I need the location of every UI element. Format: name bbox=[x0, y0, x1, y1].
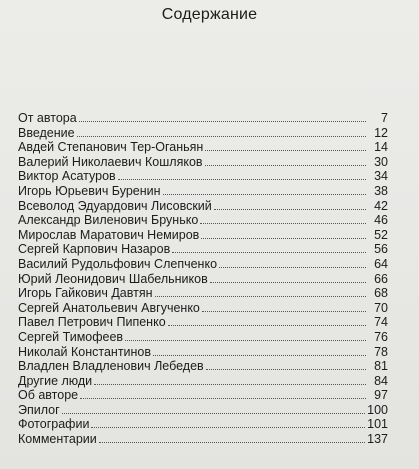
toc-entry bbox=[18, 417, 388, 432]
toc-dot-leader bbox=[205, 149, 366, 151]
toc-entry-label: Виктор Асатуров bbox=[18, 169, 116, 184]
toc-entry-label: Сергей Карпович Назаров bbox=[18, 242, 171, 257]
toc-entry-page-number: 46 bbox=[374, 213, 388, 228]
toc-entry bbox=[18, 199, 388, 214]
toc-dot-leader bbox=[168, 324, 366, 326]
toc-dot-leader bbox=[91, 426, 365, 428]
toc-entry-label: Об авторе bbox=[18, 388, 79, 403]
toc-entry-page-number: 137 bbox=[367, 432, 388, 447]
toc-entry-label: Валерий Николаевич Кошляков bbox=[18, 154, 203, 169]
toc-entry bbox=[18, 286, 388, 301]
page-title: Содержание bbox=[161, 6, 258, 23]
toc-entry bbox=[18, 169, 388, 184]
toc-entry-label: Введение bbox=[18, 125, 75, 140]
toc-dot-leader bbox=[94, 383, 366, 385]
toc-entry bbox=[18, 374, 388, 389]
toc-entry-label: Павел Петрович Пипенко bbox=[18, 315, 166, 330]
toc-entry-page-number: 101 bbox=[367, 417, 388, 432]
toc-entry-label: Сергей Анатольевич Авгученко bbox=[18, 300, 200, 315]
toc-entry-label: Всеволод Эдуардович Лисовский bbox=[18, 198, 212, 213]
toc-entry-page-number: 38 bbox=[374, 183, 388, 198]
toc-dot-leader bbox=[153, 354, 366, 356]
toc-entry-label: Фотографии bbox=[18, 417, 90, 432]
toc-dot-leader bbox=[202, 310, 366, 312]
toc-entry-page-number: 34 bbox=[374, 169, 388, 184]
toc-dot-leader bbox=[172, 251, 366, 253]
toc-entry-page-number: 42 bbox=[374, 198, 388, 213]
toc-dot-leader bbox=[201, 237, 366, 239]
toc-entry bbox=[18, 257, 388, 272]
toc-entry-label: Игорь Гайкович Давтян bbox=[18, 286, 153, 301]
toc-dot-leader bbox=[62, 412, 365, 414]
toc-entry bbox=[18, 359, 388, 374]
toc-entry-label: Владлен Владленович Лебедев bbox=[18, 359, 204, 374]
toc-entry-page-number: 100 bbox=[367, 402, 388, 417]
toc-dot-leader bbox=[219, 266, 366, 268]
toc-dot-leader bbox=[205, 164, 366, 166]
toc-entry bbox=[18, 184, 388, 199]
toc-entry-label: Другие люди bbox=[18, 373, 93, 388]
toc-entry bbox=[18, 403, 388, 418]
toc-entry-page-number: 74 bbox=[374, 315, 388, 330]
toc-entry-page-number: 97 bbox=[374, 388, 388, 403]
toc-entry-label: Комментарии bbox=[18, 432, 97, 447]
toc-entry bbox=[18, 228, 388, 243]
toc-dot-leader bbox=[210, 281, 366, 283]
toc-entry-page-number: 7 bbox=[381, 111, 388, 125]
toc-entry-page-number: 12 bbox=[374, 125, 388, 140]
toc-entry-page-number: 70 bbox=[374, 300, 388, 315]
toc-entry bbox=[18, 213, 388, 228]
toc-dot-leader bbox=[118, 178, 366, 180]
toc-entry bbox=[18, 345, 388, 360]
toc-entry-page-number: 52 bbox=[374, 227, 388, 242]
toc-entry bbox=[18, 242, 388, 257]
toc-dot-leader bbox=[79, 120, 366, 122]
toc-entry-label: Эпилог bbox=[18, 402, 60, 417]
toc-dot-leader bbox=[206, 368, 366, 370]
toc-entry-page-number: 30 bbox=[374, 154, 388, 169]
toc-entry bbox=[18, 301, 388, 316]
toc-dot-leader bbox=[80, 397, 366, 399]
table-of-contents bbox=[18, 111, 388, 447]
toc-entry bbox=[18, 111, 388, 126]
toc-dot-leader bbox=[155, 295, 366, 297]
toc-entry-label: Николай Константинов bbox=[18, 344, 152, 359]
toc-entry-label: Сергей Тимофеев bbox=[18, 329, 124, 344]
toc-entry-label: Юрий Леонидович Шабельников bbox=[18, 271, 208, 286]
toc-entry-page-number: 56 bbox=[374, 242, 388, 257]
toc-dot-leader bbox=[200, 222, 366, 224]
toc-entry bbox=[18, 432, 388, 447]
toc-entry-page-number: 68 bbox=[374, 286, 388, 301]
toc-entry bbox=[18, 140, 388, 155]
toc-dot-leader bbox=[163, 193, 366, 195]
toc-entry-page-number: 84 bbox=[374, 373, 388, 388]
toc-entry-page-number: 78 bbox=[374, 344, 388, 359]
toc-dot-leader bbox=[99, 441, 365, 443]
toc-entry-label: Василий Рудольфович Слепченко bbox=[18, 256, 218, 271]
toc-entry-page-number: 66 bbox=[374, 271, 388, 286]
toc-dot-leader bbox=[214, 208, 366, 210]
toc-entry-label: Мирослав Маратович Немиров bbox=[18, 227, 200, 242]
toc-entry bbox=[18, 155, 388, 170]
toc-entry-page-number: 76 bbox=[374, 329, 388, 344]
toc-dot-leader bbox=[125, 339, 366, 341]
toc-entry bbox=[18, 272, 388, 287]
toc-entry-page-number: 14 bbox=[374, 140, 388, 155]
toc-entry bbox=[18, 126, 388, 141]
toc-entry bbox=[18, 330, 388, 345]
toc-entry-page-number: 81 bbox=[374, 359, 388, 374]
toc-entry-label: Александр Виленович Брунько bbox=[18, 213, 199, 228]
toc-dot-leader bbox=[77, 135, 366, 137]
toc-entry-label: Авдей Степанович Тер-Оганьян bbox=[18, 140, 204, 155]
toc-entry bbox=[18, 388, 388, 403]
toc-entry bbox=[18, 315, 388, 330]
toc-entry-label: От автора bbox=[18, 111, 77, 125]
toc-entry-label: Игорь Юрьевич Буренин bbox=[18, 183, 161, 198]
toc-entry-page-number: 64 bbox=[374, 256, 388, 271]
